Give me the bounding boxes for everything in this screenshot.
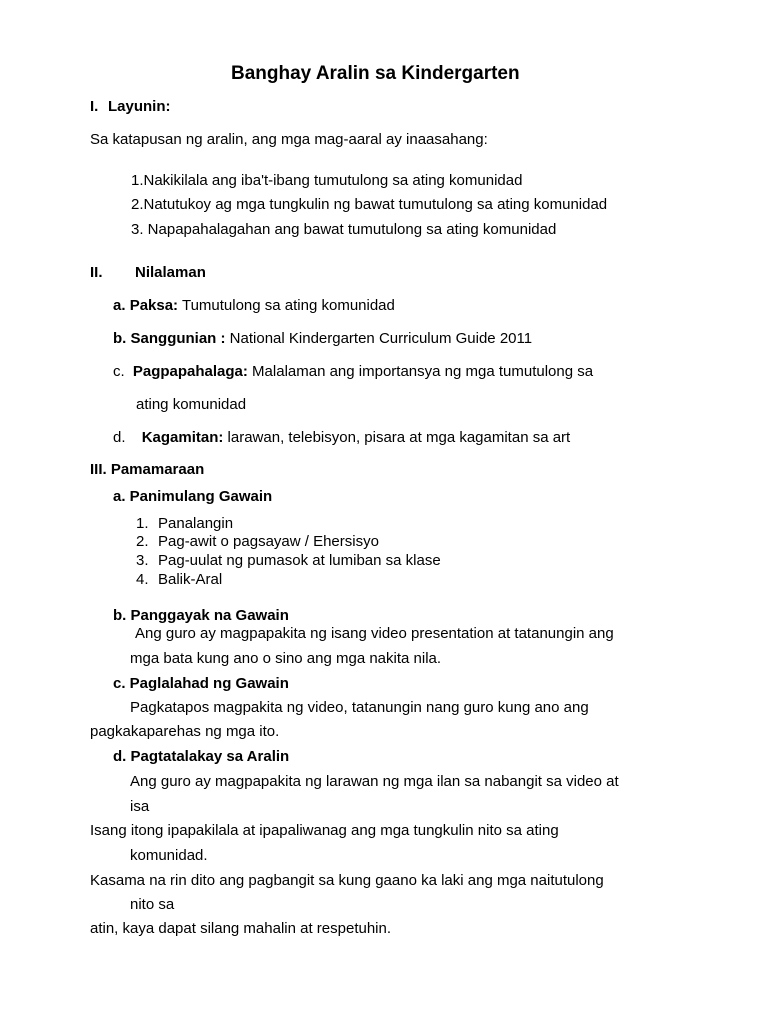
section-1-intro: Sa katapusan ng aralin, ang mga mag-aaral ay inaasahang: xyxy=(90,131,488,148)
nilalaman-item-a xyxy=(113,297,395,315)
item-text: Panalangin xyxy=(158,515,234,532)
objective-1: 1.Nakikilala ang iba't-ibang tumutulong sa ating komunidad xyxy=(131,172,523,189)
pagtatalakay-line-2: isa xyxy=(130,798,150,815)
subsection-b-heading: b. Panggayak na Gawain xyxy=(113,607,289,624)
item-label: Pagpapahalaga: xyxy=(132,363,248,380)
document-title: Banghay Aralin sa Kindergarten xyxy=(231,63,520,84)
item-text: larawan, telebisyon, pisara at mga kagamitan sa art xyxy=(223,429,571,446)
paglalahad-line-1: Pagkatapos magpakita ng video, tatanungin nang guro kung ano ang xyxy=(130,699,589,716)
pagtatalakay-line-5: Kasama na rin dito ang pagbangit sa kung gaano ka laki ang mga naitutulong xyxy=(90,872,604,889)
panimula-item-1 xyxy=(136,515,233,533)
pagtatalakay-line-7: atin, kaya dapat silang mahalin at respetuhin. xyxy=(90,920,392,937)
section-2-heading: Nilalaman xyxy=(135,264,206,281)
section-2-numeral: II. xyxy=(90,264,103,281)
item-text: Pag-uulat ng pumasok at lumiban sa klase xyxy=(158,552,441,569)
pagtatalakay-line-1: Ang guro ay magpapakita ng larawan ng mga ilan sa nabangit sa video at xyxy=(130,773,619,790)
item-marker: b. xyxy=(113,330,127,347)
item-text: Pag-awit o pagsayaw / Ehersisyo xyxy=(158,533,379,550)
panggayak-line-2: mga bata kung ano o sino ang mga nakita nila. xyxy=(130,650,442,667)
pagtatalakay-line-6: nito sa xyxy=(130,896,175,913)
nilalaman-item-c-continuation: ating komunidad xyxy=(136,396,247,413)
pagtatalakay-line-4: komunidad. xyxy=(130,847,208,864)
item-number: 2. xyxy=(136,533,149,550)
paglalahad-line-2: pagkakaparehas ng mga ito. xyxy=(90,723,280,740)
section-1-numeral: I. xyxy=(90,98,99,115)
item-text: National Kindergarten Curriculum Guide 2011 xyxy=(225,330,533,347)
item-text: Balik-Aral xyxy=(158,571,223,588)
panimula-item-2 xyxy=(136,533,379,551)
section-1-heading: Layunin: xyxy=(108,98,171,115)
item-text: Tumutulong sa ating komunidad xyxy=(178,297,395,314)
item-label: Kagamitan: xyxy=(141,429,224,446)
section-3-heading: III. Pamamaraan xyxy=(90,461,205,478)
panimula-item-4 xyxy=(136,571,222,589)
objective-3: 3. Napapahalagahan ang bawat tumutulong sa ating komunidad xyxy=(131,221,557,238)
item-number: 4. xyxy=(136,571,149,588)
nilalaman-item-c xyxy=(113,363,593,381)
item-marker: a. xyxy=(113,297,126,314)
item-number: 1. xyxy=(136,515,149,532)
subsection-a-heading: a. Panimulang Gawain xyxy=(113,488,273,505)
objective-2: 2.Natutukoy ag mga tungkulin ng bawat tumutulong sa ating komunidad xyxy=(131,196,608,213)
panimula-item-3 xyxy=(136,552,441,570)
item-text: Malalaman ang importansya ng mga tumutulong sa xyxy=(247,363,594,380)
item-marker: d. xyxy=(113,429,126,446)
subsection-d-heading: d. Pagtatalakay sa Aralin xyxy=(113,748,290,765)
panggayak-line-1: Ang guro ay magpapakita ng isang video presentation at tatanungin ang xyxy=(135,625,614,642)
item-label: Paksa: xyxy=(129,297,179,314)
subsection-c-heading: c. Paglalahad ng Gawain xyxy=(113,675,289,692)
nilalaman-item-b xyxy=(113,330,532,348)
pagtatalakay-line-3: Isang itong ipapakilala at ipapaliwanag ang mga tungkulin nito sa ating xyxy=(90,822,559,839)
item-marker: c. xyxy=(113,363,125,380)
item-label: Sanggunian : xyxy=(130,330,226,347)
item-number: 3. xyxy=(136,552,149,569)
nilalaman-item-d xyxy=(113,429,570,447)
